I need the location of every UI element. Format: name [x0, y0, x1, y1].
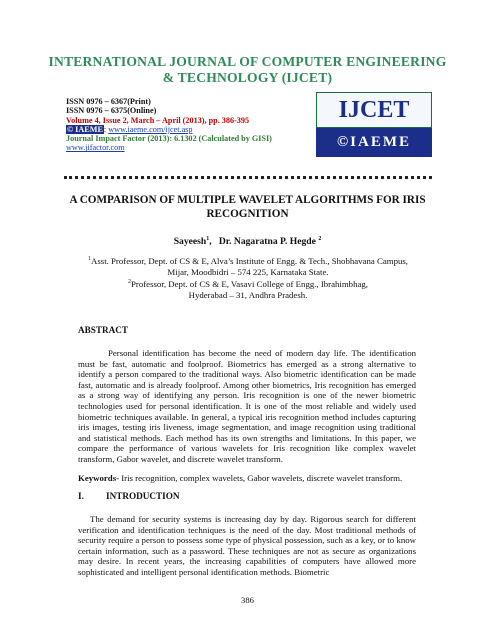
- affil-2-line1: Professor, Dept. of CS & E, Vasavi College of Engg., Ibrahimbhag,: [131, 279, 368, 290]
- logo-iaeme-text: ©IAEME: [316, 128, 432, 157]
- journal-title-line1: INTERNATIONAL JOURNAL OF COMPUTER ENGINEERING: [48, 54, 447, 69]
- keywords-text: Iris recognition, complex wavelets, Gabor wavelets, discrete wavelet transform.: [119, 473, 403, 483]
- paper-title-line2: RECOGNITION: [206, 208, 289, 220]
- issn-print: ISSN 0976 – 6367(Print): [66, 97, 151, 106]
- journal-title: [0, 54, 495, 86]
- section-heading-introduction: [78, 491, 180, 501]
- publisher-sep: :: [103, 124, 107, 134]
- affil-1-sup: 1: [88, 256, 91, 262]
- paper-title-line1: A COMPARISON OF MULTIPLE WAVELET ALGORITHMS FOR IRIS: [69, 194, 426, 206]
- affil-2-sup: 2: [128, 279, 132, 286]
- impact-factor: Journal Impact Factor (2013): 6.1302 (Calculated by GISI): [66, 134, 272, 144]
- affil-1-line2: Mijar, Moodbidri – 574 225, Karnataka State.: [167, 266, 329, 277]
- author-2-sup: 2: [318, 236, 322, 242]
- author-1-sup: 1: [206, 236, 210, 242]
- paper-title: [50, 193, 445, 221]
- journal-title-line2: & TECHNOLOGY (IJCET): [162, 70, 333, 85]
- abstract-heading: ABSTRACT: [78, 325, 129, 335]
- section-number: I.: [78, 491, 84, 501]
- affiliations: [66, 254, 430, 300]
- author-2: Dr. Nagaratna P. Hegde: [218, 236, 316, 248]
- keywords: [78, 473, 416, 484]
- keywords-label: Keywords-: [78, 473, 120, 483]
- affil-2-line2: Hyderabad – 31, Andhra Pradesh.: [188, 289, 308, 300]
- jifactor-link[interactable]: www.jifactor.com: [66, 143, 125, 153]
- page-number: 386: [241, 595, 254, 605]
- dotted-separator: [64, 176, 432, 179]
- iaeme-badge: © IAEME: [67, 124, 103, 134]
- authors: [0, 236, 495, 247]
- author-1: Sayeesh: [173, 236, 207, 248]
- author-sep: ,: [209, 236, 212, 248]
- ijcet-logo: [316, 92, 432, 158]
- issn-block: [66, 97, 272, 153]
- introduction-text: The demand for security systems is increasing day by day. Rigorous search for different verification and identification techniques is the need of the day. Most traditional methods of security require a person to possess some type of physical possession, such as a key, or to know certain information, such as a password. These techniques are not as secure as organizations may desire. In recent years, the increasing capabilities of computers have allowed more sophisticated and intelligent personal identification methods. Biometric: [78, 514, 416, 577]
- volume-info: Volume 4, Issue 2, March – April (2013), pp. 386-395: [66, 115, 250, 125]
- logo-ijcet-text: IJCET: [316, 92, 432, 128]
- issn-online: ISSN 0976 – 6375(Online): [66, 106, 157, 116]
- publisher-url-link[interactable]: www.iaeme.com/ijcet.asp: [108, 124, 193, 134]
- affil-1-line1: Asst. Professor, Dept. of CS & E, Alva’s Institute of Engg. & Tech., Shobhavana Campus,: [91, 255, 408, 266]
- section-title: INTRODUCTION: [106, 491, 180, 501]
- abstract-text: Personal identification has become the need of modern day life. The identification must be fast, automatic and foolproof. Biometrics has emerged as a strong alternative to identify a person compared to the traditional ways. Also biometric identification can be made fast, automatic and is already foolproof. Among other biometrics, Iris recognition has emerged as a strong way of identifying any person. Iris recognition is one of the newer biometric technologies used for personal identification. It is one of the most reliable and widely used biometric techniques available. In general, a typical iris recognition method includes capturing iris images, testing iris liveness, image segmentation, and image recognition using traditional and statistical methods. Each method has its own strengths and limitations. In this paper, we compare the performance of various wavelets for Iris recognition like complex wavelet transform, Gabor wavelet, and discrete wavelet transform.: [78, 348, 416, 464]
